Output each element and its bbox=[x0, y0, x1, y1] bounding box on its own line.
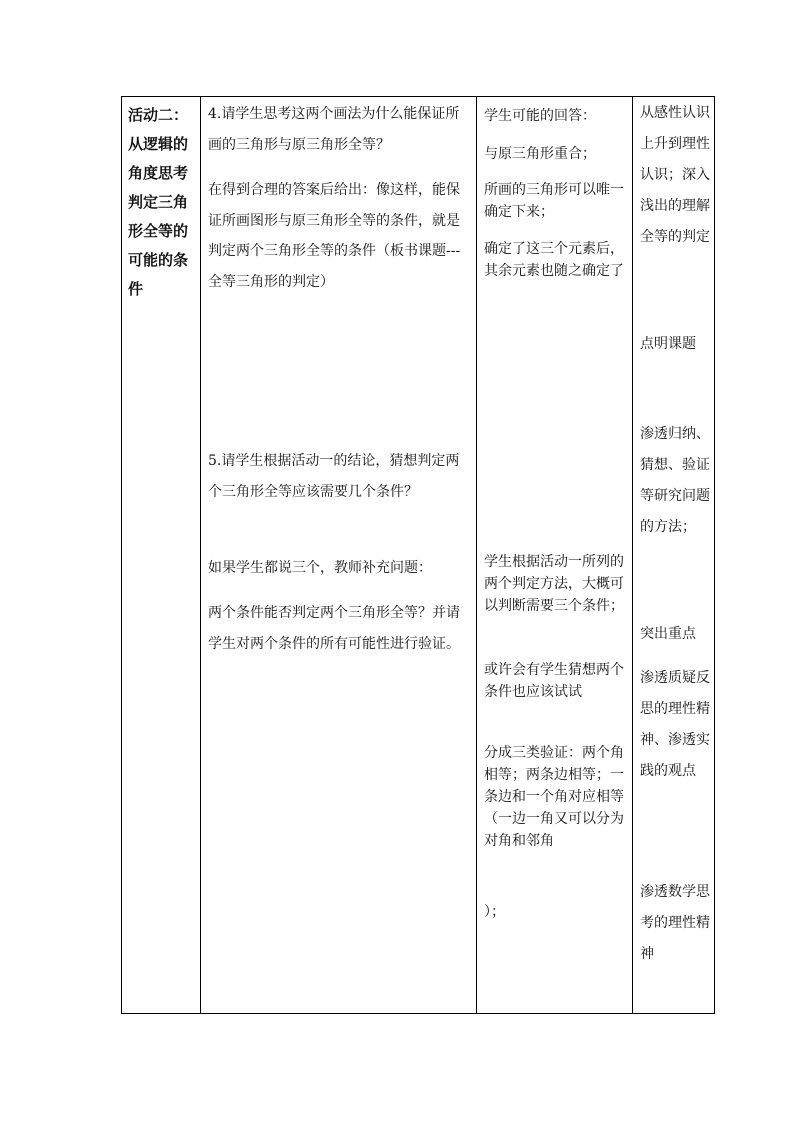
design-intent-2: 点明课题 bbox=[640, 336, 696, 352]
teacher-question-5: 5.请学生根据活动一的结论，猜想判定两个三角形全等应该需要几个条件？ bbox=[208, 453, 460, 500]
activity-title-line: 角度思考 bbox=[128, 164, 189, 182]
student-verification-end: ）； bbox=[484, 904, 505, 920]
student-answer-2: 所画的三角形可以唯一确定下来； bbox=[484, 182, 624, 220]
student-answer-intro: 学生可能的回答： bbox=[484, 108, 596, 124]
teacher-conclusion: 在得到合理的答案后给出：像这样，能保证所画图形与原三角形全等的条件，就是判定两个三角形全等的条件（板书课题---全等三角形的判定） bbox=[208, 182, 461, 290]
design-intent-6: 渗透数学思考的理性精神 bbox=[640, 884, 710, 962]
design-intent-1: 从感性认识上升到理性认识；深入浅出的理解全等的判定 bbox=[640, 105, 710, 245]
design-intent-3: 渗透归纳、猜想、验证等研究问题的方法； bbox=[640, 426, 710, 535]
activity-title-line: 可能的条 bbox=[128, 251, 189, 269]
student-guess-1: 学生根据活动一所列的两个判定方法，大概可以判断需要三个条件； bbox=[484, 554, 624, 614]
lesson-table bbox=[121, 96, 715, 1014]
teacher-extra-question: 两个条件能否判定两个三角形全等？并请学生对两个条件的所有可能性进行验证。 bbox=[208, 605, 460, 652]
student-activity-cell bbox=[477, 97, 632, 1013]
student-answer-1: 与原三角形重合； bbox=[484, 146, 596, 162]
teacher-followup: 如果学生都说三个，教师补充问题： bbox=[208, 560, 432, 576]
activity-title-line: 从逻辑的 bbox=[128, 135, 189, 153]
activity-title-line: 活动二： bbox=[128, 106, 189, 124]
design-intent-4: 突出重点 bbox=[640, 626, 696, 642]
teacher-activity-cell bbox=[201, 97, 476, 1013]
student-guess-2: 或许会有学生猜想两个条件也应该试试 bbox=[484, 662, 624, 700]
activity-title-line: 件 bbox=[128, 280, 144, 298]
activity-title-line: 形全等的 bbox=[128, 222, 189, 240]
design-intent-5: 渗透质疑反思的理性精神、渗透实践的观点 bbox=[640, 670, 710, 779]
design-intent-cell bbox=[633, 97, 716, 1013]
student-verification: 分成三类验证：两个角相等；两条边相等；一条边和一个角对应相等（一边一角又可以分为对角和邻角 bbox=[484, 745, 624, 849]
activity-title-line: 判定三角 bbox=[128, 193, 189, 211]
activity-title-cell bbox=[122, 97, 200, 1013]
student-answer-3: 确定了这三个元素后，其余元素也随之确定了 bbox=[484, 241, 624, 279]
teacher-question-4: 4.请学生思考这两个画法为什么能保证所画的三角形与原三角形全等？ bbox=[208, 106, 460, 153]
